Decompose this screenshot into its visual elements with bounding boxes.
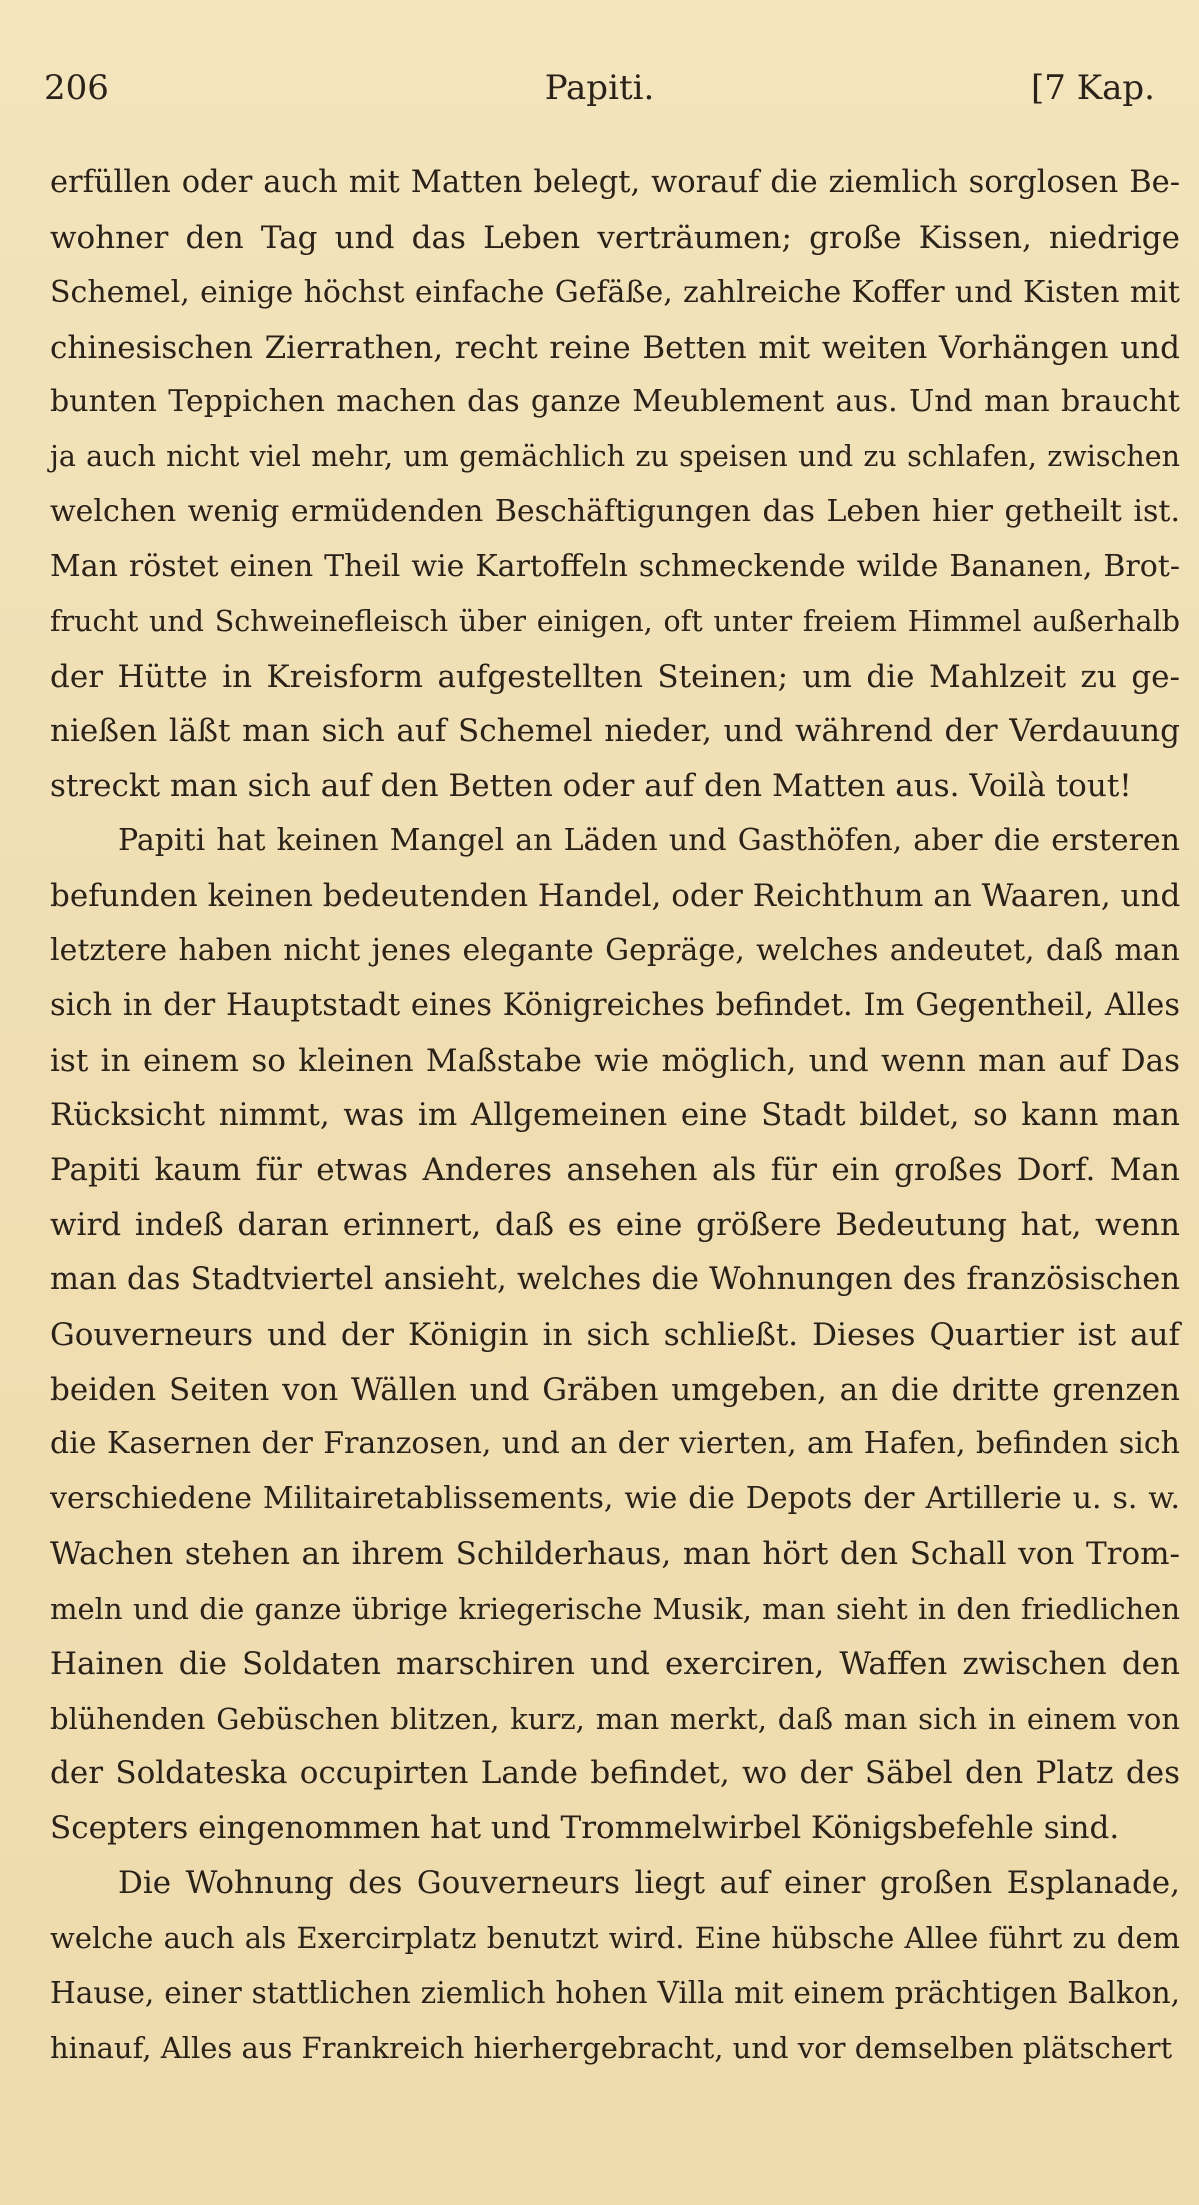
text-line: chinesischen Zierrathen, recht reine Betten mit weiten Vorhängen und xyxy=(50,329,1180,366)
text-line: meln und die ganze übrige kriegerische Musik, man sieht in den friedlichen xyxy=(50,1591,1180,1626)
text-line: welchen wenig ermüdenden Beschäftigungen das Leben hier getheilt ist. xyxy=(50,494,1180,530)
text-line: Scepters eingenommen hat und Trommelwirbel Königsbefehle sind. xyxy=(50,1810,1120,1847)
text-line: man das Stadtviertel ansieht, welches die Wohnungen des französischen xyxy=(50,1261,1180,1297)
text-line: der Soldateska occupirten Lande befindet, wo der Säbel den Platz des xyxy=(50,1755,1180,1792)
text-line: bunten Teppichen machen das ganze Meublement aus. Und man braucht xyxy=(50,384,1180,420)
running-head xyxy=(44,68,1155,120)
text-line: wird indeß daran erinnert, daß es eine größere Bedeutung hat, wenn xyxy=(50,1207,1180,1244)
text-line: beiden Seiten von Wällen und Gräben umgeben, an die dritte grenzen xyxy=(50,1371,1180,1408)
text-line: Papiti kaum für etwas Anderes ansehen als für ein großes Dorf. Man xyxy=(50,1152,1180,1189)
text-line: der Hütte in Kreisform aufgestellten Steinen; um die Mahlzeit zu ge- xyxy=(50,658,1180,695)
text-line: wohner den Tag und das Leben verträumen; große Kissen, niedrige xyxy=(50,219,1180,256)
running-title: Papiti. xyxy=(544,68,655,108)
text-line: ja auch nicht viel mehr, um gemächlich zu speisen und zu schlafen, zwischen xyxy=(50,440,1180,474)
page-number: 206 xyxy=(44,68,109,108)
body-text xyxy=(50,156,1180,2076)
text-line: Gouverneurs und der Königin in sich schließt. Dieses Quartier ist auf xyxy=(50,1316,1180,1353)
text-line: sich in der Hauptstadt eines Königreiches befindet. Im Gegentheil, Alles xyxy=(50,987,1180,1023)
text-line: letztere haben nicht jenes elegante Gepräge, welches andeutet, daß man xyxy=(50,932,1180,968)
text-line: Papiti hat keinen Mangel an Läden und Gasthöfen, aber die ersteren xyxy=(118,823,1180,859)
text-line: frucht und Schweinefleisch über einigen, oft unter freiem Himmel außerhalb xyxy=(50,604,1180,638)
text-line: erfüllen oder auch mit Matten belegt, worauf die ziemlich sorglosen Be- xyxy=(50,165,1180,200)
text-line: blühenden Gebüschen blitzen, kurz, man merkt, daß man sich in einem von xyxy=(50,1701,1180,1736)
text-line: verschiedene Militairetablissements, wie die Depots der Artillerie u. s. w. xyxy=(50,1481,1180,1517)
text-line: nießen läßt man sich auf Schemel nieder, und während der Verdauung xyxy=(50,713,1180,750)
text-line: Hainen die Soldaten marschiren und exerciren, Waffen zwischen den xyxy=(50,1645,1180,1682)
text-line: ist in einem so kleinen Maßstabe wie möglich, und wenn man auf Das xyxy=(50,1042,1180,1079)
text-line: Die Wohnung des Gouverneurs liegt auf einer großen Esplanade, xyxy=(118,1865,1180,1902)
text-line: streckt man sich auf den Betten oder auf den Matten aus. Voilà tout! xyxy=(50,768,1132,805)
text-line: die Kasernen der Franzosen, und an der vierten, am Hafen, befinden sich xyxy=(50,1426,1180,1462)
chapter-reference: [7 Kap. xyxy=(1031,68,1155,108)
text-line: Hause, einer stattlichen ziemlich hohen Villa mit einem prächtigen Balkon, xyxy=(50,1975,1180,2010)
text-line: Wachen stehen an ihrem Schilderhaus, man hört den Schall von Trom- xyxy=(50,1536,1180,1573)
text-line: befunden keinen bedeutenden Handel, oder Reichthum an Waaren, und xyxy=(50,877,1181,914)
text-line: welche auch als Exercirplatz benutzt wird. Eine hübsche Allee führt zu dem xyxy=(50,1921,1180,1955)
text-line: Rücksicht nimmt, was im Allgemeinen eine Stadt bildet, so kann man xyxy=(50,1097,1180,1134)
text-line: hinauf, Alles aus Frankreich hierhergebracht, und vor demselben plätschert xyxy=(50,2030,1173,2065)
text-line: Schemel, einige höchst einfache Gefäße, zahlreiche Koffer und Kisten mit xyxy=(50,274,1180,310)
text-line: Man röstet einen Theil wie Kartoffeln schmeckende wilde Bananen, Brot- xyxy=(50,548,1180,584)
